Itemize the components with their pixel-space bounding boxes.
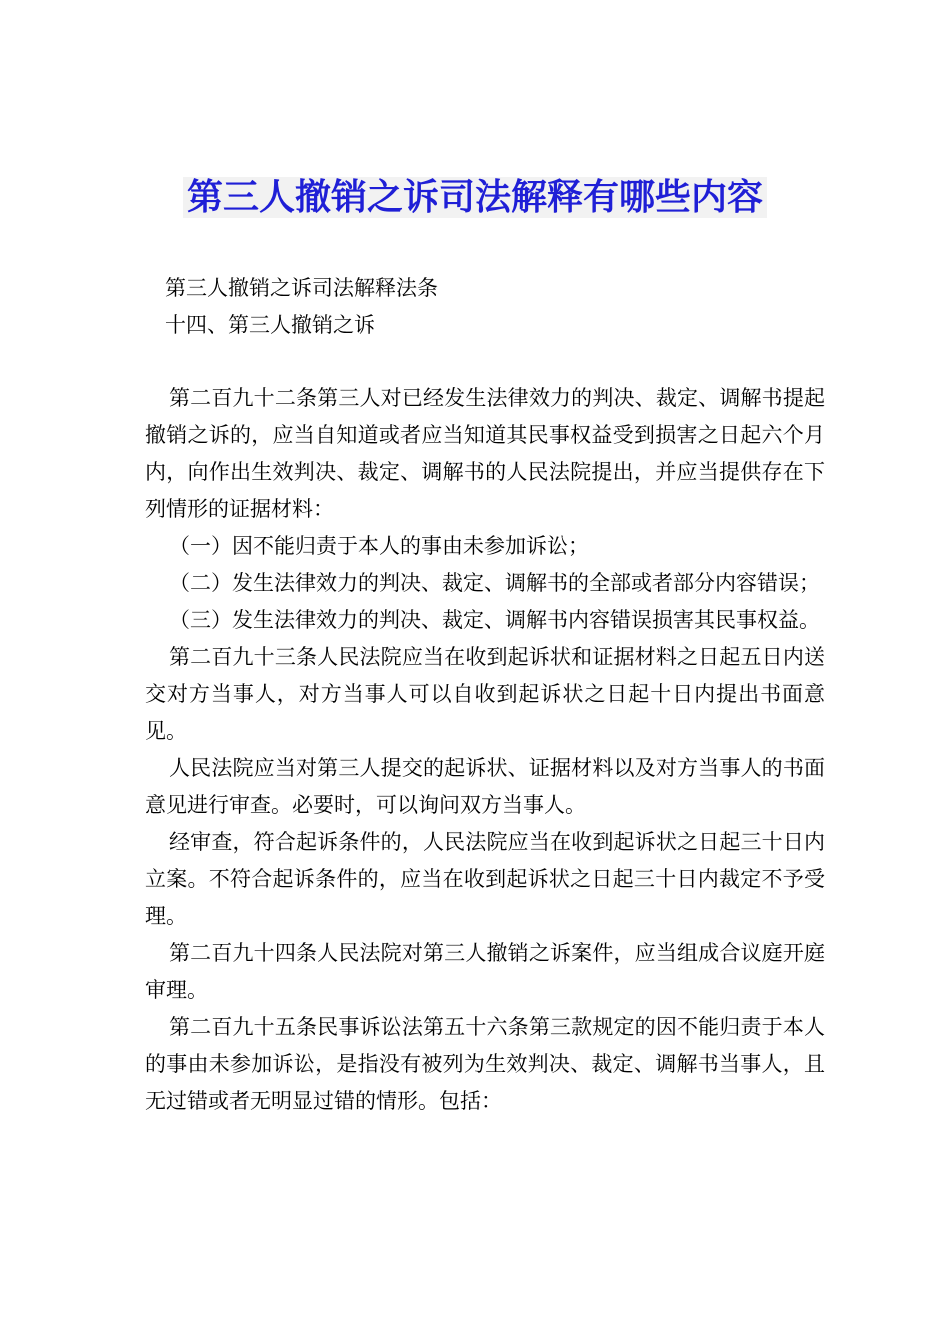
paragraph-article-293: 第二百九十三条人民法院应当在收到起诉状和证据材料之日起五日内送交对方当事人，对方当事人可以自收到起诉状之日起十日内提出书面意见。 xyxy=(145,645,825,743)
page-title-text: 第三人撤销之诉司法解释有哪些内容 xyxy=(183,177,767,218)
article-body xyxy=(145,380,825,1120)
intro-line-heading: 第三人撤销之诉司法解释法条 xyxy=(165,276,438,300)
intro-block xyxy=(165,270,438,344)
paragraph-review: 人民法院应当对第三人提交的起诉状、证据材料以及对方当事人的书面意见进行审查。必要时，可以询问双方当事人。 xyxy=(145,756,825,817)
page-title xyxy=(0,172,950,224)
list-item-2: （二）发生法律效力的判决、裁定、调解书的全部或者部分内容错误； xyxy=(169,571,820,595)
paragraph-filing: 经审查，符合起诉条件的，人民法院应当在收到起诉状之日起三十日内立案。不符合起诉条件的，应当在收到起诉状之日起三十日内裁定不予受理。 xyxy=(145,830,825,928)
list-item-1: （一）因不能归责于本人的事由未参加诉讼； xyxy=(169,534,589,558)
paragraph-article-294: 第二百九十四条人民法院对第三人撤销之诉案件，应当组成合议庭开庭审理。 xyxy=(145,941,825,1002)
paragraph-article-292: 第二百九十二条第三人对已经发生法律效力的判决、裁定、调解书提起撤销之诉的，应当自知道或者应当知道其民事权益受到损害之日起六个月内，向作出生效判决、裁定、调解书的人民法院提出，并应当提供存在下列情形的证据材料： xyxy=(145,386,825,521)
list-item-3: （三）发生法律效力的判决、裁定、调解书内容错误损害其民事权益。 xyxy=(169,608,820,632)
intro-line-section: 十四、第三人撤销之诉 xyxy=(165,313,375,337)
paragraph-article-295: 第二百九十五条民事诉讼法第五十六条第三款规定的因不能归责于本人的事由未参加诉讼，是指没有被列为生效判决、裁定、调解书当事人，且无过错或者无明显过错的情形。包括： xyxy=(145,1015,825,1113)
